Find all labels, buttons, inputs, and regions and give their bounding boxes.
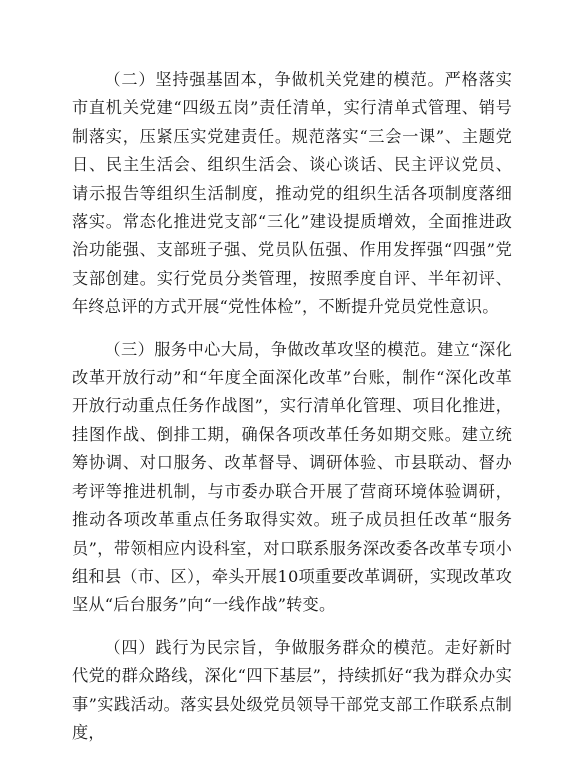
section-heading-4: （四）践行为民宗旨，争做服务群众的模范。 [104, 637, 445, 657]
paragraph-section-3 [72, 336, 512, 620]
section-heading-2: （二）坚持强基固本，争做机关党建的模范。 [104, 70, 445, 89]
document-body [72, 66, 512, 761]
paragraph-section-2 [72, 66, 512, 322]
section-text-2: 严格落实市直机关党建“四级五岗”责任清单，实行清单式管理、销号制落实，压紧压实党建责任。规范落实“三会一课”、主题党日、民主生活会、组织生活会、谈心谈话、民主评议党员、请示报告等组织生活制度，推动党的组织生活各项制度落细落实。常态化推进党支部“三化”建设提质增效，全面推进政治功能强、支部班子强、党员队伍强、作用发挥强“四强”党支部创建。实行党员分类管理，按照季度自评、半年初评、年终总评的方式开展“党性体检”，不断提升党员党性意识。 [72, 70, 512, 317]
section-heading-3: （三）服务中心大局，争做改革攻坚的模范。 [104, 339, 437, 359]
paragraph-section-4 [72, 634, 512, 748]
section-text-3: 建立“深化改革开放行动”和“年度全面深化改革”台账，制作“深化改革开放行动重点任务作战图”，实行清单化管理、项目化推进，挂图作战、倒排工期，确保各项改革任务如期交账。建立统筹协调、对口服务、改革督导、调研体验、市县联动、督办考评等推进机制，与市委办联合开展了营商环境体验调研，推动各项改革重点任务取得实效。班子成员担任改革“服务员”，带领相应内设科室，对口联系服务深改委各改革专项小组和县（市、区），牵头开展10项重要改革调研，实现改革攻坚从“后台服务”向“一线作战”转变。 [72, 339, 512, 615]
section-text-4: 走好新时代党的群众路线，深化“四下基层”，持续抓好“我为群众办实事”实践活动。落实县处级党员领导干部党支部工作联系点制度， [72, 637, 512, 742]
